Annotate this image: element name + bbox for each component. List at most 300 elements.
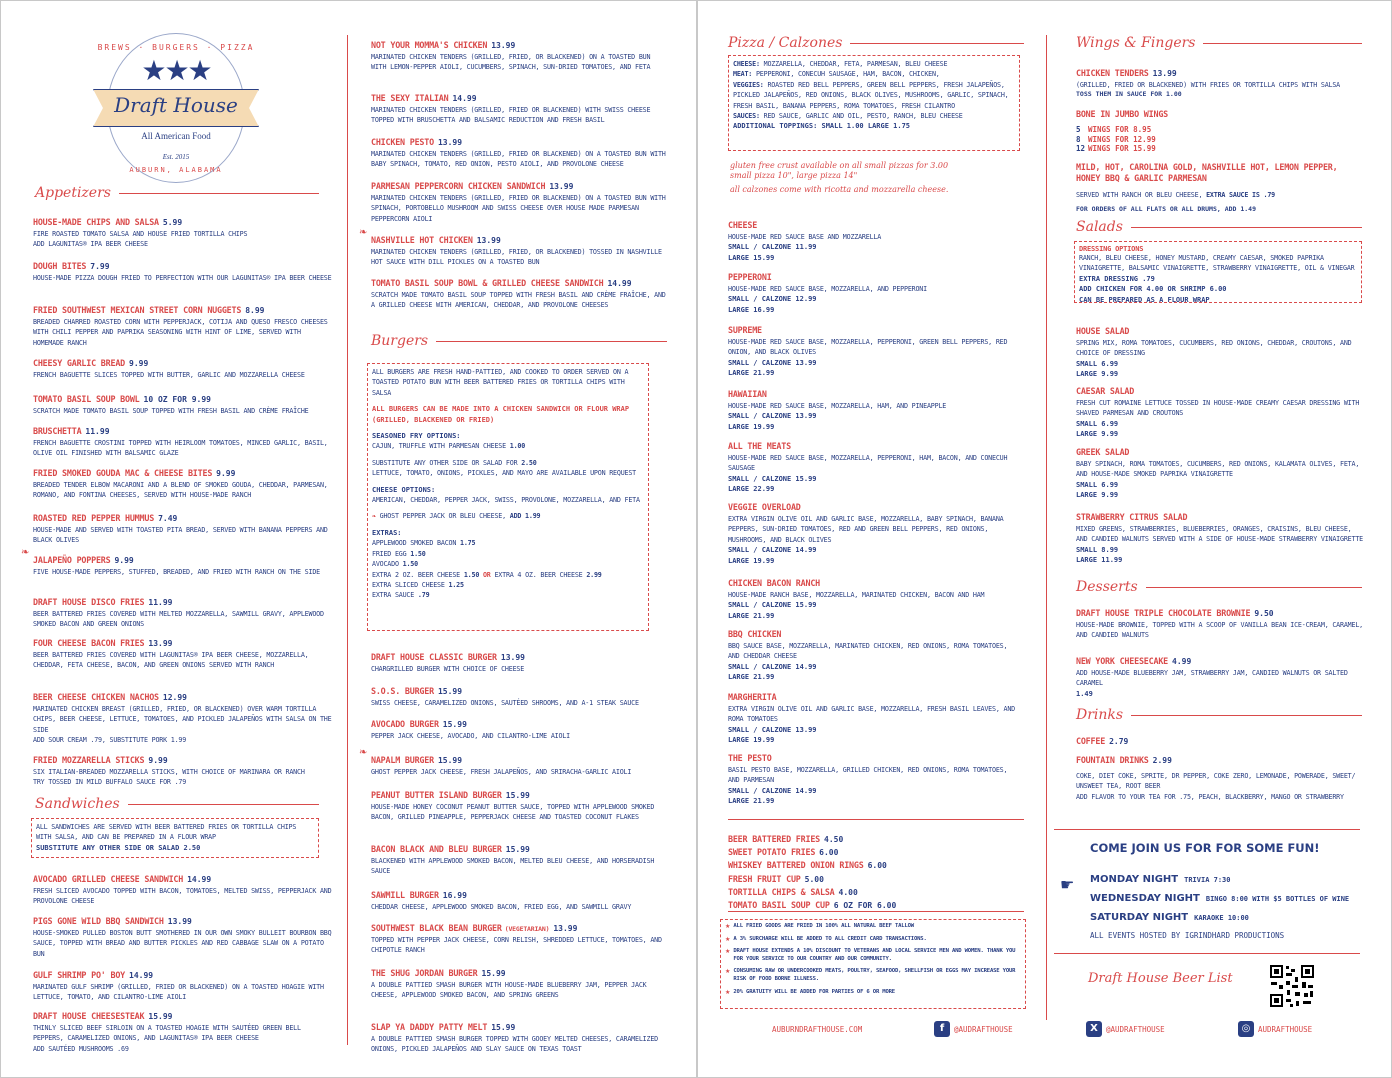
disclaimer-text: DRAFT HOUSE EXTENDS A 10% DISCOUNT TO VETERANS AND LOCAL SERVICE MEN AND WOMEN. THANK YOU FOR YOUR SERVICE TO OUR COUNTRY AND OUR COMMUNITY.	[733, 948, 1016, 962]
stars-icon: ★★★	[141, 54, 211, 87]
disclaimer-item	[725, 989, 1021, 997]
extras-list	[372, 538, 644, 600]
menu-item	[33, 748, 333, 788]
wing-count: 5	[1076, 125, 1081, 135]
section-title: Wings & Fingers	[1076, 35, 1196, 51]
menu-item	[371, 1015, 667, 1055]
extra-price: 1.25	[448, 580, 464, 589]
logo-name: Draft House	[114, 93, 238, 117]
item-price: 14.99	[452, 94, 477, 103]
item-small-price: SMALL 6.99	[1076, 419, 1119, 428]
wing-count-label: WINGS FOR 12.99	[1088, 134, 1156, 144]
wing-count: 12	[1076, 144, 1086, 154]
chili-pepper-icon: ❧	[359, 747, 368, 758]
event-night: WEDNESDAY NIGHT	[1090, 893, 1200, 904]
extra-price: 2.99	[586, 570, 602, 579]
item-desc: MARINATED CHICKEN TENDERS (GRILLED, FRIED OR BLACKENED) WITH SWISS CHEESE TOPPED WITH BRUSCHETTA AND BALSAMIC REDUCTION AND FRESH BASIL	[371, 106, 651, 125]
x-link[interactable]	[1086, 1021, 1165, 1037]
section-rule	[128, 804, 319, 805]
logo-top-text: BREWS · BURGERS · PIZZA	[97, 43, 255, 52]
item-price: 8.99	[245, 306, 265, 315]
menu-item	[33, 387, 333, 416]
menu-item	[371, 228, 667, 268]
menu-item	[371, 916, 667, 956]
item-price: 13.99	[549, 182, 574, 191]
website-link[interactable]	[772, 1025, 862, 1034]
extra-label: AVOCADO	[372, 560, 399, 569]
item-small-price: SMALL 6.99	[1076, 480, 1119, 489]
star-icon: ★	[725, 923, 731, 930]
extra-row	[372, 559, 644, 569]
disclaimer-item	[725, 948, 1021, 963]
item-desc: HOUSE-MADE BROWNIE, TOPPED WITH A SCOOP OF VANILLA BEAN ICE-CREAM, CARAMEL, AND CANDIED WALNUTS	[1076, 621, 1363, 640]
facebook-handle: @AUDRAFTHOUSE	[954, 1024, 1013, 1034]
extra-label: EXTRA SAUCE	[372, 591, 415, 600]
side-name: TORTILLA CHIPS & SALSA	[728, 886, 835, 897]
menu-item	[33, 210, 333, 250]
coffee-price: 2.79	[1109, 737, 1129, 746]
menu-item	[371, 837, 667, 877]
menu-item	[728, 495, 1022, 566]
item-name: S.O.S. BURGER	[371, 686, 434, 696]
item-price: 7.49	[158, 514, 178, 523]
item-desc: MARINATED CHICKEN TENDERS (GRILLED, FRIED, OR BLACKENED) ON A TOASTED BUN WITH LEMON-PEPPER AIOLI, CUCUMBERS, SPINACH, SUN-DRIED TOMATOES, AND FETA	[371, 53, 651, 72]
item-extra: ADD LAGUNITAS® IPA BEER CHEESE	[33, 240, 148, 249]
ghost-pepper-text: GHOST PEPPER JACK OR BLEU CHEESE,	[379, 512, 506, 521]
menu-item	[371, 33, 667, 73]
item-name: PIGS GONE WILD BBQ SANDWICH	[33, 916, 164, 926]
website-text: AUBURNDRAFTHOUSE.COM	[772, 1025, 863, 1034]
item-name: BACON BLACK AND BLEU BURGER	[371, 844, 502, 854]
menu-item	[33, 685, 333, 746]
dressing-options: RANCH, BLEU CHEESE, HONEY MUSTARD, CREAMY CAESAR, SMOKED PAPRIKA VINAIGRETTE, BALSAMIC VINAIGRETTE, STRAWBERRY VINAIGRETTE, OIL & VINEGAR	[1079, 254, 1355, 273]
item-name: DOUGH BITES	[33, 261, 87, 271]
section-burgers	[371, 333, 667, 349]
item-desc: HOUSE-SMOKED PULLED BOSTON BUTT SMOTHERED IN OUR OWN SMOKY BULLEIT BOURBON BBQ SAUCE, TOPPED WITH BREAD AND BUTTER PICKLES AND RED CABBAGE SLAW ON A POTATO BUN	[33, 929, 332, 958]
item-name: AVOCADO BURGER	[371, 719, 439, 729]
menu-item	[371, 130, 667, 170]
wing-count-label: WINGS FOR 15.99	[1088, 144, 1156, 154]
side-name: FRESH FRUIT CUP	[728, 873, 801, 884]
item-name: THE SEXY ITALIAN	[371, 93, 449, 103]
disclaimer-text: 20% GRATUITY WILL BE ADDED FOR PARTIES OF 6 OR MORE	[733, 988, 895, 995]
logo-location: AUBURN, ALABAMA	[129, 166, 223, 174]
item-price: 14.99	[187, 875, 212, 884]
item-price: 13.99	[491, 41, 516, 50]
item-name: NASHVILLE HOT CHICKEN	[371, 235, 473, 245]
event-what: KARAOKE 10:00	[1194, 914, 1249, 922]
disclaimer-text: A 3% SURCHARGE WILL BE ADDED TO ALL CREDIT CARD TRANSACTIONS.	[733, 935, 927, 942]
item-desc: BREADED TENDER ELBOW MACARONI AND A BLEND OF SMOKED GOUDA, CHEDDAR, PARMESAN, ROMANO, AND FONTINA CHEESES, SERVED WITH HOUSE-MADE RANCH	[33, 481, 328, 500]
event-night: SATURDAY NIGHT	[1090, 912, 1189, 923]
side-name: WHISKEY BATTERED ONION RINGS	[728, 860, 864, 871]
extra-row	[372, 549, 644, 559]
item-desc: FRESH SLICED AVOCADO TOPPED WITH BACON, TOMATOES, MELTED SWISS, PEPPERJACK AND PROVOLONE CHEESE	[33, 887, 332, 906]
additional-toppings: ADDITIONAL TOPPINGS: SMALL 1.00 LARGE 1.75	[733, 122, 911, 131]
section-rule	[1203, 43, 1362, 44]
side-price: 4.50	[824, 835, 844, 844]
item-name: DRAFT HOUSE TRIPLE CHOCOLATE BROWNIE	[1076, 608, 1251, 618]
menu-item	[1076, 379, 1366, 440]
section-title: Burgers	[371, 333, 429, 349]
item-price: 15.99	[148, 1012, 173, 1021]
menu-item	[1076, 649, 1366, 699]
menu-item	[1076, 440, 1366, 501]
menu-item	[371, 883, 667, 912]
menu-item	[33, 419, 333, 459]
side-price: 6 OZ FOR 6.00	[833, 901, 897, 910]
facebook-link[interactable]	[934, 1021, 1013, 1037]
item-name: SOUTHWEST BLACK BEAN BURGER	[371, 923, 502, 933]
section-sandwiches	[35, 796, 319, 812]
item-price: 14.99	[129, 971, 154, 980]
section-rule	[1131, 715, 1362, 716]
section-title: Pizza / Calzones	[728, 35, 843, 51]
menu-item	[728, 318, 1022, 379]
ghost-pepper-price: ADD 1.99	[509, 512, 541, 521]
extra-price: 1.50	[410, 549, 426, 558]
menu-page-right	[697, 0, 1392, 1078]
disclaimer-item	[725, 923, 1021, 931]
wing-sauces: MILD, HOT, CAROLINA GOLD, NASHVILLE HOT, LEMON PEPPER, HONEY BBQ & GARLIC PARMESAN	[1076, 161, 1338, 183]
item-desc: MIXED GREENS, STRAWBERRIES, BLUEBERRIES, ORANGES, CRAISINS, BLEU CHEESE, AND CANDIED WALNUTS SERVED WITH A SIDE OF HOUSE-MADE STRAWBERRY VINAIGRETTE	[1076, 525, 1363, 544]
item-price: 9.99	[114, 556, 134, 565]
extra-or: OR	[482, 570, 491, 579]
wings-served: SERVED WITH RANCH OR BLEU CHEESE,	[1076, 190, 1203, 199]
draft-house-logo	[93, 31, 259, 187]
chili-pepper-icon: ❧	[372, 512, 376, 521]
item-price: 7.99	[90, 262, 110, 271]
item-name: NEW YORK CHEESECAKE	[1076, 656, 1169, 666]
burger-info-box	[367, 363, 649, 631]
coffee-name: COFFEE	[1076, 736, 1106, 746]
extra-price: .79	[417, 591, 430, 600]
item-desc: HOUSE-MADE RED SAUCE BASE, MOZZARELLA, PEPPERONI, HAM, BACON, AND CONECUH SAUSAGE	[728, 454, 1008, 473]
logo-est: Est. 2015	[162, 153, 190, 161]
item-desc: ADD HOUSE-MADE BLUEBERRY JAM, STRAWBERRY JAM, CANDIED WALNUTS OR SALTED CARAMEL	[1076, 669, 1348, 688]
item-price: 10 OZ FOR 9.99	[143, 395, 211, 404]
item-name: FOUR CHEESE BACON FRIES	[33, 638, 145, 648]
item-desc: MARINATED CHICKEN TENDERS (GRILLED, FRIED OR BLACKENED) ON A TOASTED BUN WITH BABY SPINACH, TOMATO, RED ONION, PESTO AIOLI, AND PROVOLONE CHEESE	[371, 150, 666, 169]
item-small-price: SMALL / CALZONE 15.99	[728, 474, 817, 483]
instagram-link[interactable]	[1238, 1021, 1312, 1037]
menu-item	[728, 434, 1022, 495]
sauce-toppings: RED SAUCE, GARLIC AND OIL, PESTO, RANCH, BLEU CHEESE	[763, 112, 963, 121]
wing-counts	[1076, 125, 1366, 153]
side-price: 6.00	[867, 861, 887, 871]
item-name: CHICKEN BACON RANCH	[728, 578, 821, 588]
beer-list-link[interactable]: Draft House Beer List	[1088, 971, 1233, 986]
star-icon: ★	[725, 948, 731, 956]
sides-rule	[728, 819, 1024, 820]
events-rule-bottom	[1054, 953, 1360, 954]
column-divider	[347, 35, 348, 1045]
calzone-note: all calzones come with ricotta and mozzarella cheese.	[730, 185, 949, 194]
item-large-price: LARGE 9.99	[1076, 491, 1119, 500]
sandwich-note-box	[31, 818, 319, 858]
item-desc: A DOUBLE PATTIED SMASH BURGER WITH HOUSE-MADE BLUEBERRY JAM, PEPPER JACK CHEESE, APPLEWOOD SMOKED BACON, AND SPRING GREENS	[371, 981, 647, 1000]
item-large-price: LARGE 21.99	[728, 611, 775, 620]
item-name: PEANUT BUTTER ISLAND BURGER	[371, 790, 502, 800]
item-desc: A DOUBLE PATTIED SMASH BURGER TOPPED WITH GOOEY MELTED CHEESES, CARAMELIZED ONIONS, PICKLED JALAPEÑOS AND SLAY SAUCE ON TEXAS TOAST	[371, 1035, 658, 1054]
item-desc: MARINATED GULF SHRIMP (GRILLED, FRIED OR BLACKENED) ON A TOASTED HOAGIE WITH LETTUCE, TOMATO, AND CILANTRO-LIME AIOLI	[33, 983, 324, 1002]
item-name: GREEK SALAD	[1076, 447, 1130, 457]
item-desc: CHEDDAR CHEESE, APPLEWOOD SMOKED BACON, FRIED EGG, AND SAWMILL GRAVY	[371, 903, 632, 911]
tenders-toss: TOSS THEM IN SAUCE FOR 1.00	[1076, 90, 1182, 99]
item-desc: EXTRA VIRGIN OLIVE OIL AND GARLIC BASE, MOZZARELLA, BABY SPINACH, BANANA PEPPERS, SUN-DRIED TOMATOES, RED AND GREEN BELL PEPPERS, RED ONIONS, MUSHROOMS, AND BLACK OLIVES	[728, 515, 1004, 544]
item-name: SAWMILL BURGER	[371, 890, 439, 900]
item-name: THE PESTO	[728, 753, 772, 763]
chili-pepper-icon: ❧	[21, 547, 30, 558]
menu-item	[728, 571, 1022, 621]
section-rule	[850, 43, 1024, 44]
item-desc: FIRE ROASTED TOMATO SALSA AND HOUSE FRIED TORTILLA CHIPS	[33, 230, 248, 238]
tenders-price: 13.99	[1152, 69, 1177, 78]
menu-item	[1076, 319, 1366, 380]
item-large-price: LARGE 19.99	[728, 736, 775, 745]
drinks-block	[1076, 729, 1366, 802]
menu-item	[371, 86, 667, 126]
item-large-price: LARGE 9.99	[1076, 370, 1119, 379]
item-price: 14.99	[607, 279, 632, 288]
fountain-price: 2.99	[1152, 756, 1172, 765]
item-desc: BLACKENED WITH APPLEWOOD SMOKED BACON, MELTED BLEU CHEESE, AND HORSERADISH SAUCE	[371, 857, 655, 876]
item-price: 4.99	[1172, 657, 1192, 666]
events-rule-top	[1054, 829, 1360, 830]
item-name: FRIED MOZZARELLA STICKS	[33, 755, 145, 765]
item-price: 15.99	[442, 720, 467, 729]
item-price: 11.99	[85, 427, 110, 436]
facebook-icon: f	[934, 1021, 950, 1037]
menu-item	[33, 298, 333, 348]
item-desc: BEER BATTERED FRIES COVERED WITH LAGUNITAS® IPA BEER CHEESE, MOZZARELLA, CHEDDAR, FETA CHEESE, BACON, AND GREEN ONIONS SERVED WITH RANCH	[33, 651, 309, 670]
disclaimer-item	[725, 968, 1021, 983]
extra-sauce: EXTRA SAUCE IS .79	[1206, 190, 1275, 199]
item-name: FRIED SOUTHWEST MEXICAN STREET CORN NUGGETS	[33, 305, 242, 315]
item-small-price: SMALL 8.99	[1076, 545, 1119, 554]
sandwich-note-text: ALL SANDWICHES ARE SERVED WITH BEER BATTERED FRIES OR TORTILLA CHIPS WITH SALSA, AND CAN BE PREPARED IN A FLOUR WRAP	[36, 823, 297, 842]
menu-item	[728, 265, 1022, 315]
menu-item	[371, 712, 667, 741]
item-name: VEGGIE OVERLOAD	[728, 502, 801, 512]
menu-item	[33, 548, 333, 577]
item-name: BEER CHEESE CHICKEN NACHOS	[33, 692, 159, 702]
item-price: 9.99	[148, 756, 168, 765]
item-price: 15.99	[481, 969, 506, 978]
item-name: BBQ CHICKEN	[728, 629, 782, 639]
item-price: 13.99	[148, 639, 173, 648]
section-rule	[436, 341, 667, 342]
item-price: 11.99	[148, 598, 173, 607]
section-rule	[1146, 587, 1362, 588]
meat-toppings: PEPPERONI, CONECUH SAUSAGE, HAM, BACON, CHICKEN,	[755, 70, 940, 79]
extra-label: FRIED EGG	[372, 549, 407, 558]
events-hosted: ALL EVENTS HOSTED BY IGRINDHARD PRODUCTIONS	[1090, 931, 1285, 940]
item-price: 13.99	[553, 924, 578, 933]
veggie-label: VEGGIES:	[733, 80, 764, 89]
star-icon: ★	[725, 935, 731, 943]
item-large-price: LARGE 19.99	[728, 422, 775, 431]
item-small-price: SMALL / CALZONE 13.99	[728, 358, 817, 367]
item-large-price: LARGE 16.99	[728, 305, 775, 314]
section-title: Desserts	[1076, 579, 1138, 595]
extra-label: EXTRA SLICED CHEESE	[372, 580, 445, 589]
item-name: JALAPEÑO POPPERS	[33, 555, 111, 565]
item-price: 9.50	[1254, 609, 1274, 618]
extra-label: EXTRA 2 OZ. BEER CHEESE	[372, 570, 461, 579]
item-name: BRUSCHETTA	[33, 426, 82, 436]
event-row	[1090, 893, 1349, 904]
item-name: SLAP YA DADDY PATTY MELT	[371, 1022, 488, 1032]
disclaimer-item	[725, 936, 1021, 944]
extra-price: 1.50	[463, 570, 480, 579]
item-desc: HOUSE-MADE RED SAUCE BASE, MOZZARELLA, AND PEPPERONI	[728, 285, 927, 293]
x-icon: X	[1086, 1021, 1102, 1037]
section-rule	[1131, 227, 1362, 228]
meat-label: MEAT:	[733, 70, 753, 79]
sandwich-note-substitute: SUBSTITUTE ANY OTHER SIDE OR SALAD 2.50	[36, 843, 201, 852]
item-price: 13.99	[167, 917, 192, 926]
side-name: BEER BATTERED FRIES	[728, 834, 821, 844]
item-desc: SPRING MIX, ROMA TOMATOES, CUCUMBERS, RED ONIONS, CHEDDAR, CROUTONS, AND CHOICE OF DRESSING	[1076, 339, 1352, 358]
menu-item	[33, 461, 333, 501]
menu-item	[33, 506, 333, 546]
menu-item	[33, 1004, 333, 1054]
item-name: ALL THE MEATS	[728, 441, 791, 451]
item-small-price: SMALL / CALZONE 13.99	[728, 725, 817, 734]
menu-item	[728, 213, 1022, 263]
item-large-price: LARGE 21.99	[728, 673, 775, 682]
item-name: HAWAIIAN	[728, 389, 767, 399]
wing-count-row	[1076, 135, 1366, 144]
menu-item	[33, 631, 333, 671]
fountain-list: COKE, DIET COKE, SPRITE, DR PEPPER, COKE ZERO, LEMONADE, POWERADE, SWEET/ UNSWEET TEA, ROOT BEER	[1076, 772, 1356, 791]
pointing-hand-icon: ☛	[1060, 875, 1075, 894]
item-tag: (VEGETARIAN)	[504, 925, 550, 933]
extra-dressing: EXTRA DRESSING .79	[1079, 274, 1155, 283]
event-night: MONDAY NIGHT	[1090, 874, 1179, 885]
item-name: ROASTED RED PEPPER HUMMUS	[33, 513, 155, 523]
item-small-price: SMALL 6.99	[1076, 359, 1119, 368]
menu-item	[371, 748, 667, 777]
menu-item	[371, 174, 667, 224]
item-desc: FRESH CUT ROMAINE LETTUCE TOSSED IN HOUSE-MADE CREAMY CAESAR DRESSING WITH SHAVED PARMESAN AND CROUTONS	[1076, 399, 1360, 418]
burger-chicken-note: ALL BURGERS CAN BE MADE INTO A CHICKEN SANDWICH OR FLOUR WRAP (GRILLED, BLACKENED OR FRIED)	[372, 405, 630, 424]
section-title: Appetizers	[35, 185, 111, 201]
item-desc: SCRATCH MADE TOMATO BASIL SOUP TOPPED WITH FRESH BASIL AND CRÈME FRAÎCHE	[33, 407, 309, 415]
item-price: 13.99	[476, 236, 501, 245]
side-price: 4.00	[838, 887, 858, 897]
item-name: TOMATO BASIL SOUP BOWL	[33, 394, 140, 404]
item-desc: EXTRA VIRGIN OLIVE OIL AND GARLIC BASE, MOZZARELLA, FRESH BASIL LEAVES, AND ROMA TOMATOES	[728, 705, 1015, 724]
side-item	[728, 893, 896, 912]
menu-item	[1076, 601, 1366, 641]
item-small-price: SMALL / CALZONE 14.99	[728, 662, 817, 671]
column-divider	[1046, 35, 1047, 1020]
item-desc: BABY SPINACH, ROMA TOMATOES, CUCUMBERS, RED ONIONS, KALAMATA OLIVES, FETA, AND HOUSE-MADE SMOKED PAPRIKA VINAIGRETTE	[1076, 460, 1360, 479]
dressing-head: DRESSING OPTIONS	[1079, 245, 1144, 253]
section-wings	[1076, 35, 1362, 51]
burger-intro: ALL BURGERS ARE FRESH HAND-PATTIED, AND COOKED TO ORDER SERVED ON A TOASTED POTATO BUN WITH BEER BATTERED FRIES OR TORTILLA CHIPS WITH SALSA	[372, 368, 629, 397]
menu-item	[33, 590, 333, 630]
side-name: SWEET POTATO FRIES	[728, 847, 816, 858]
side-name: TOMATO BASIL SOUP CUP	[728, 900, 830, 910]
item-large-price: LARGE 21.99	[728, 369, 775, 378]
qr-code-icon[interactable]	[1268, 963, 1316, 1009]
item-large-price: LARGE 9.99	[1076, 430, 1119, 439]
item-name: PEPPERONI	[728, 272, 772, 282]
item-desc: GHOST PEPPER JACK CHEESE, FRESH JALAPEÑOS, AND SRIRACHA-GARLIC AIOLI	[371, 768, 632, 776]
item-small-price: SMALL / CALZONE 14.99	[728, 546, 817, 555]
menu-item	[33, 909, 333, 959]
cheese-toppings: MOZZARELLA, CHEDDAR, FETA, PARMESAN, BLEU CHEESE	[763, 60, 948, 68]
item-desc: HOUSE-MADE AND SERVED WITH TOASTED PITA BREAD, SERVED WITH BANANA PEPPERS AND BLACK OLIVES	[33, 526, 328, 545]
section-pizza	[728, 35, 1024, 51]
item-price: 13.99	[500, 653, 525, 662]
item-name: HOUSE-MADE CHIPS AND SALSA	[33, 217, 159, 227]
flats-drums-note: FOR ORDERS OF ALL FLATS OR ALL DRUMS, ADD 1.49	[1076, 205, 1257, 214]
item-desc: HOUSE-MADE HONEY COCONUT PEANUT BUTTER SAUCE, TOPPED WITH APPLEWOOD SMOKED BACON, GRILLED PINEAPPLE, PEPPERJACK CHEESE AND TOASTED COCONUT FLAKES	[371, 803, 655, 822]
extra-price: 1.75	[460, 539, 476, 548]
item-desc: CHARGRILLED BURGER WITH CHOICE OF CHEESE	[371, 665, 525, 673]
event-what: TRIVIA 7:30	[1184, 876, 1231, 884]
item-price: 15.99	[505, 791, 530, 800]
disclaimers-box	[720, 919, 1026, 1009]
item-name: AVOCADO GRILLED CHEESE SANDWICH	[33, 874, 184, 884]
item-name: PARMESAN PEPPERCORN CHICKEN SANDWICH	[371, 181, 546, 191]
item-price: 12.99	[162, 693, 187, 702]
sauce-label: SAUCES:	[733, 112, 760, 121]
menu-item	[371, 961, 667, 1001]
cheese-options-head: CHEESE OPTIONS:	[372, 485, 436, 494]
menu-item	[33, 963, 333, 1003]
instagram-handle: AUDRAFTHOUSE	[1258, 1024, 1313, 1034]
item-name: HOUSE SALAD	[1076, 326, 1130, 336]
logo-subtitle: All American Food	[141, 131, 211, 141]
veggie-toppings: ROASTED RED BELL PEPPERS, GREEN BELL PEPPERS, FRESH JALAPEÑOS, PICKLED JALAPEÑOS, RED ONIONS, BLACK OLIVES, MUSHROOMS, GARLIC, SPINACH, FRESH BASIL, BANANA PEPPERS, ROMA TOMATOES, FRESH CILANTRO	[733, 80, 1009, 110]
section-title: Drinks	[1076, 707, 1124, 723]
item-desc: HOUSE-MADE RED SAUCE BASE, MOZZARELLA, PEPPERONI, GREEN BELL PEPPERS, RED ONION, AND BLACK OLIVES	[728, 338, 1008, 357]
item-desc: MARINATED CHICKEN BREAST (GRILLED, FRIED, OR BLACKENED) OVER WARM TORTILLA CHIPS, BEER CHEESE, LETTUCE, TOMATOES, AND PICKLED JALAPEÑOS WITH SALSA ON THE SIDE	[33, 705, 332, 734]
upon-request: LETTUCE, TOMATO, ONIONS, PICKLES, AND MAYO ARE AVAILABLE UPON REQUEST	[372, 469, 637, 478]
item-price: 15.99	[437, 756, 463, 765]
menu-item	[33, 867, 333, 907]
item-desc: SIX ITALIAN-BREADED MOZZARELLA STICKS, WITH CHOICE OF MARINARA OR RANCH	[33, 768, 305, 776]
item-desc: HOUSE-MADE PIZZA DOUGH FRIED TO PERFECTION WITH OUR LAGUNITAS® IPA BEER CHEESE	[33, 274, 332, 282]
event-row	[1090, 912, 1249, 923]
events-title: COME JOIN US FOR FOR SOME FUN!	[1090, 841, 1320, 855]
wing-count-label: WINGS FOR 8.95	[1088, 125, 1152, 135]
item-name: CHEESE	[728, 220, 758, 230]
item-desc: FIVE HOUSE-MADE PEPPERS, STUFFED, BREADED, AND FRIED WITH RANCH ON THE SIDE	[33, 568, 320, 576]
item-name: THE SHUG JORDAN BURGER	[371, 968, 478, 978]
item-desc: TOPPED WITH PEPPER JACK CHEESE, CORN RELISH, SHREDDED LETTUCE, TOMATOES, AND CHIPOTLE RANCH	[371, 936, 662, 955]
item-name: CHICKEN PESTO	[371, 137, 434, 147]
section-rule	[119, 193, 319, 194]
item-price: 15.99	[437, 687, 463, 696]
extra-label: APPLEWOOD SMOKED BACON	[372, 539, 457, 548]
item-extra: ADD SOUR CREAM .79, SUBSTITUTE PORK 1.99	[33, 736, 187, 745]
item-name: NAPALM BURGER	[371, 755, 434, 765]
extra-row	[372, 538, 644, 548]
chili-pepper-icon: ❧	[359, 227, 368, 238]
salad-add-protein: ADD CHICKEN FOR 4.00 OR SHRIMP 6.00	[1079, 285, 1227, 294]
item-price: 9.99	[216, 469, 236, 478]
item-desc: SWISS CHEESE, CARAMELIZED ONIONS, SAUTÉED SHROOMS, AND A-1 STEAK SAUCE	[371, 699, 639, 707]
menu-item	[371, 271, 667, 311]
jumbo-wings-head: BONE IN JUMBO WINGS	[1076, 109, 1169, 120]
menu-item	[33, 351, 333, 380]
